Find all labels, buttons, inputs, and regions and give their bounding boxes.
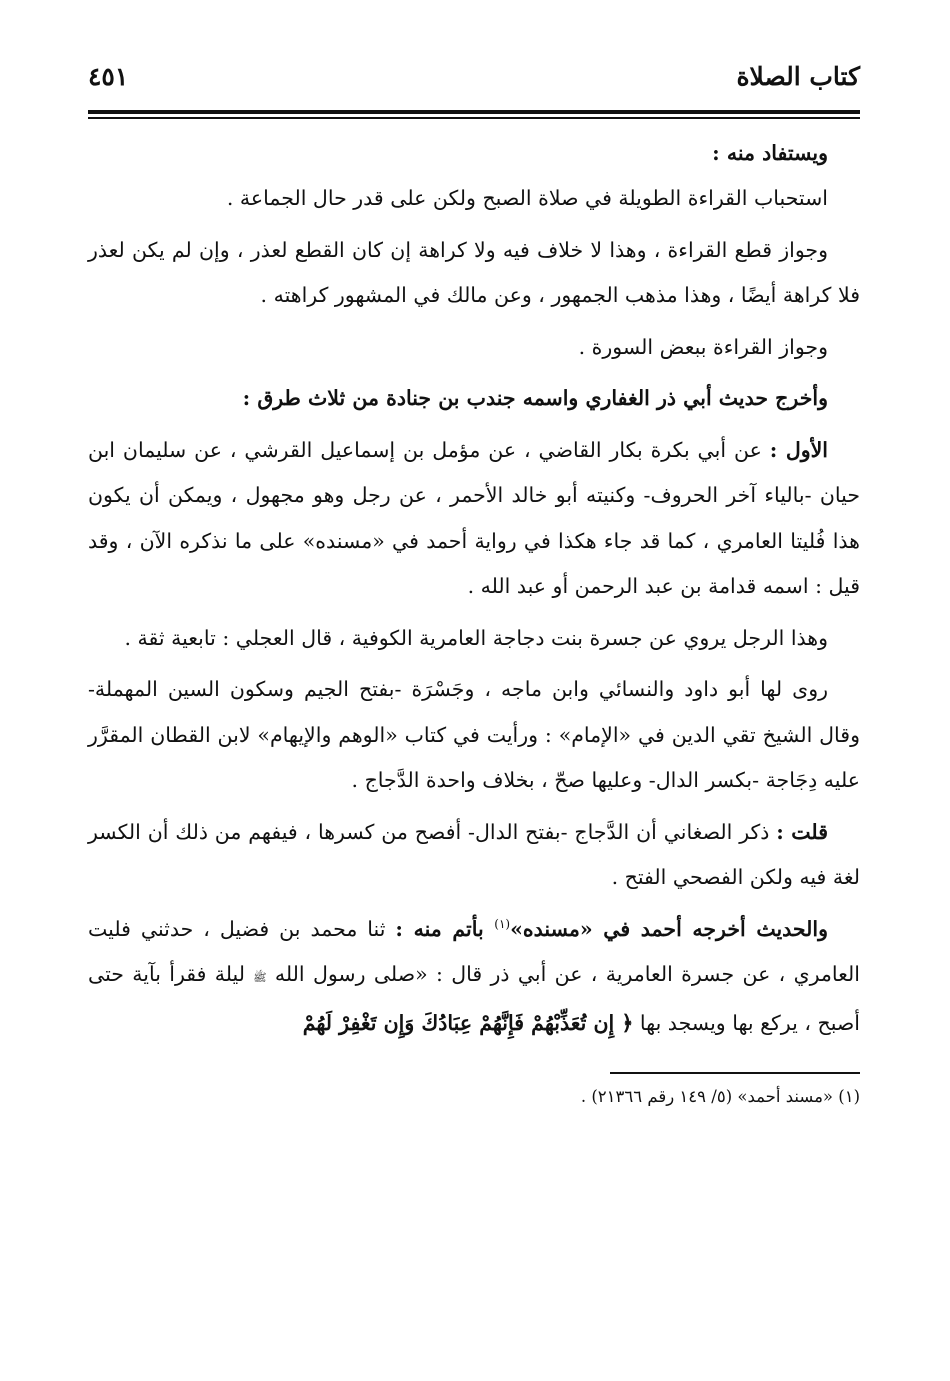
main-text	[88, 131, 860, 1047]
first-chain-lead: الأول :	[769, 437, 828, 462]
first-chain-text: عن أبي بكرة بكار القاضي ، عن مؤمل بن إسماعيل القرشي ، عن سليمان ابن حيان -بالياء آخر الحروف- وكنيته أبو خالد الأحمر ، عن رجل وهو مجهول ، ويمكن أن يكون هذا فُليتا العامري ، كما قد جاء هكذا في رواية أحمد في «مسنده» على ما نذكره الآن ، وقد قيل : اسمه قدامة بن عبد الرحمن أو عبد الله .	[88, 437, 860, 598]
paragraph-recommendation: استحباب القراءة الطويلة في صلاة الصبح ولكن على قدر حال الجماعة .	[226, 186, 828, 210]
paragraph-benefits-heading: ويستفاد منه :	[712, 140, 828, 165]
paragraph-narrator: وهذا الرجل يروي عن جسرة بنت دجاجة العامرية الكوفية ، قال العجلي : تابعية ثقة .	[124, 625, 828, 650]
paragraph-partial-surah: وجواز القراءة ببعض السورة .	[578, 334, 828, 359]
quran-verse: ﴿ إِن تُعَذِّبْهُمْ فَإِنَّهُمْ عِبَادُكَ وَإِن تَغْفِرْ لَهُمْ	[302, 1010, 634, 1035]
page	[88, 62, 860, 1112]
salla-symbol: ﷺ	[253, 971, 267, 984]
paragraph-first-chain	[88, 428, 860, 610]
paragraph-jasra: روى لها أبو داود والنسائي وابن ماجه ، وجَسْرَة -بفتح الجيم وسكون السين المهملة- وقال الشيخ تقي الدين في «الإمام» : ورأيت في كتاب «الوهم والإيهام» لابن القطان المقرَّر عليه دِجَاجة -بكسر الدال- وعليها صحّ ، بخلاف واحدة الدَّجاج .	[88, 677, 860, 792]
paragraph-cutting-recitation: وجواز قطع القراءة ، وهذا لا خلاف فيه ولا كراهة إن كان القطع لعذر ، وإن لم يكن لعذر فلا كراهة أيضًا ، وهذا مذهب الجمهور ، وعن مالك في المشهور كراهته .	[88, 237, 860, 307]
ahmad-text: ثنا محمد بن فضيل ، حدثني فليت العامري ، عن جسرة العامرية ، عن أبي ذر قال : «صلى رسول الله	[88, 916, 860, 986]
footnote: (١) «مسند أحمد» (٥/ ١٤٩ رقم ٢١٣٦٦) .	[580, 1086, 860, 1106]
footnote-rule	[610, 1072, 860, 1074]
paragraph-ahmad-hadith	[88, 907, 860, 1047]
paragraph-qultu	[88, 810, 860, 901]
running-title: كتاب الصلاة	[736, 62, 860, 91]
ahmad-text-2: ليلة فقرأ بآية حتى أصبح ، يركع بها ويسجد بها	[88, 962, 860, 1035]
page-number: ٤٥١	[88, 62, 129, 91]
ahmad-lead-2: بأتم منه :	[395, 916, 495, 941]
paragraph-abu-dharr-heading: وأخرج حديث أبي ذر الغفاري واسمه جندب بن جنادة من ثلاث طرق :	[242, 386, 828, 410]
qultu-text: ذكر الصغاني أن الدَّجاج -بفتح الدال- أفصح من كسرها ، فيفهم من ذلك أن الكسر لغة فيه ولكن الفصحي الفتح .	[88, 819, 860, 889]
header-rule-thick	[88, 110, 860, 114]
header-rule-thin	[88, 117, 860, 119]
ahmad-lead: والحديث أخرجه أحمد في «مسنده»	[510, 916, 829, 941]
footnote-marker: (١)	[494, 916, 511, 931]
qultu-lead: قلت :	[776, 819, 829, 844]
running-header	[88, 62, 860, 106]
